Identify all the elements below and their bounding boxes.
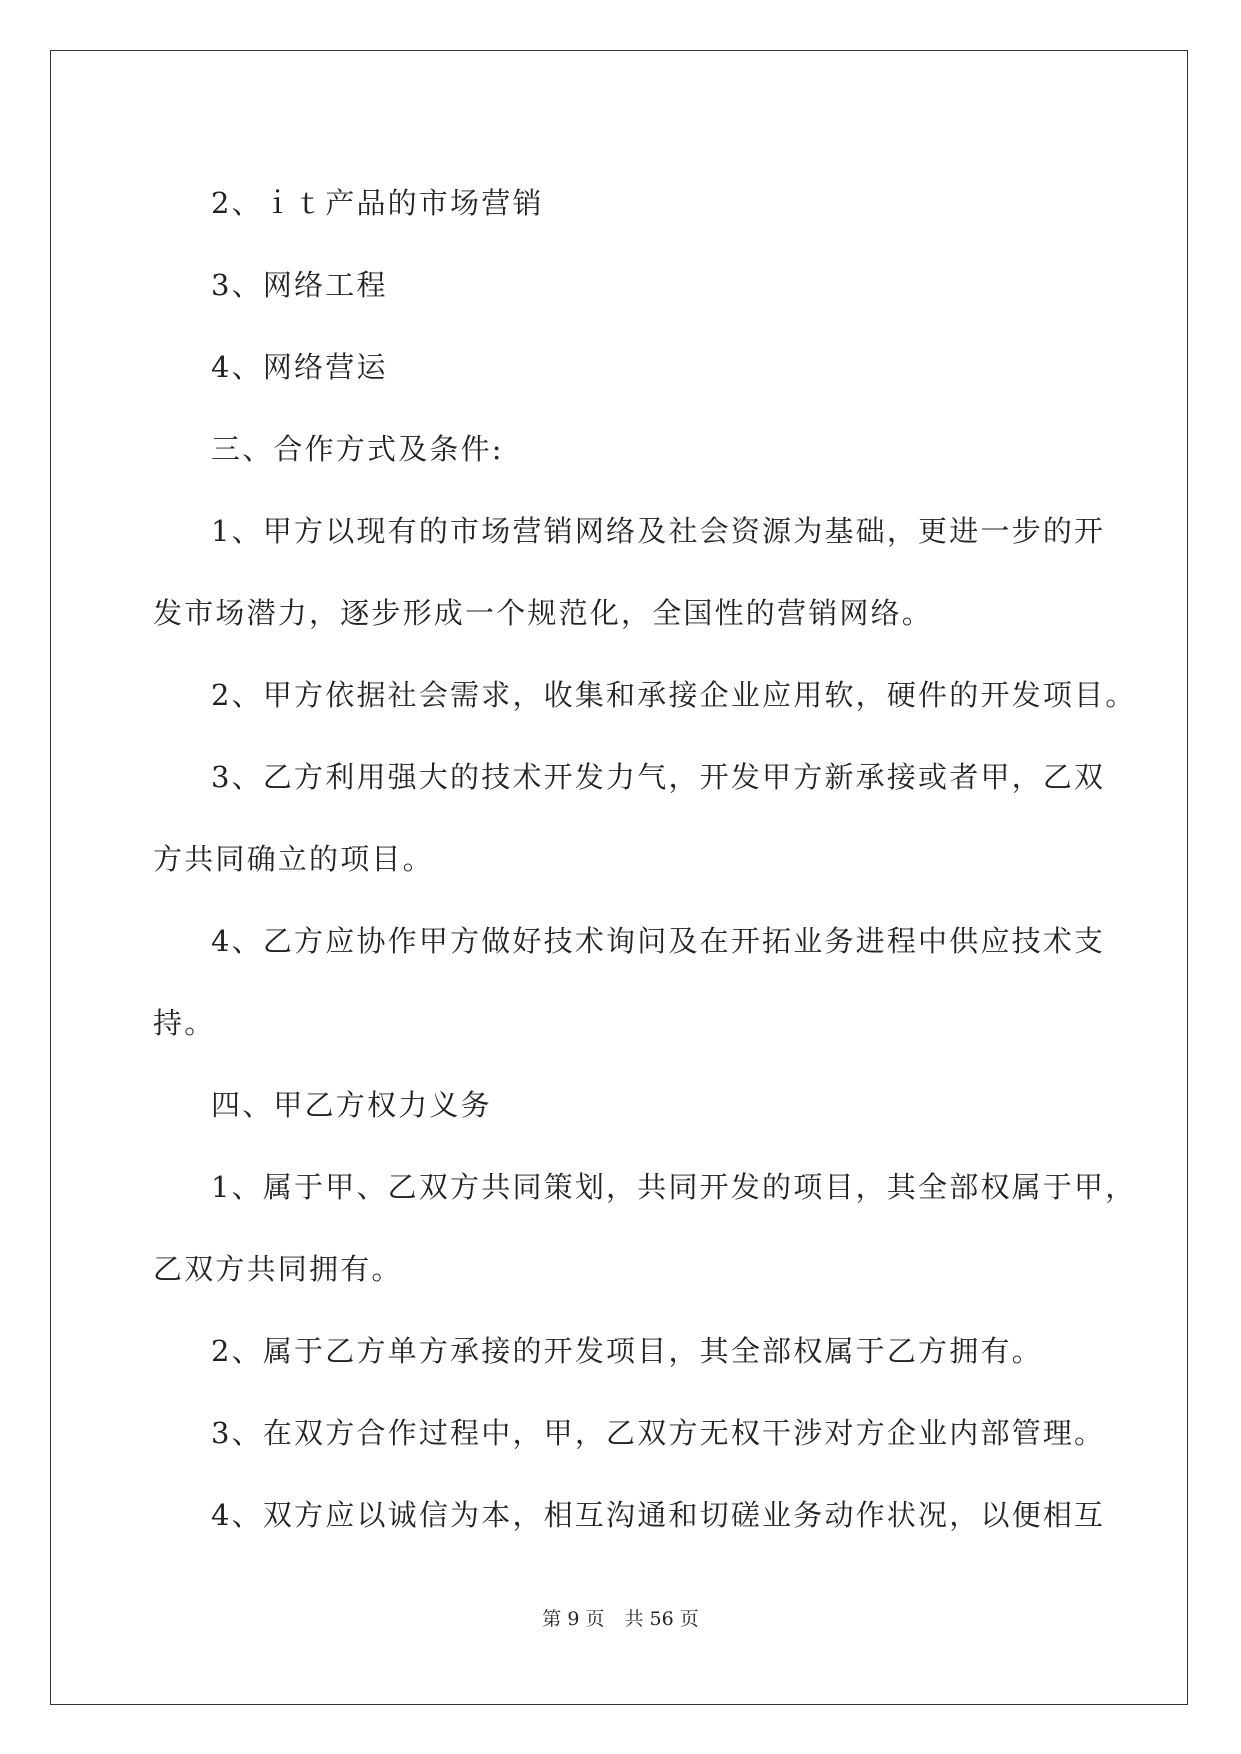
text-line: 1、属于甲、乙双方共同策划，共同开发的项目，其全部权属于甲， (211, 1170, 1137, 1204)
page-total: 共 56 页 (624, 1608, 699, 1630)
text-line: 4、网络营运 (211, 350, 388, 384)
text-line: 3、在双方合作过程中，甲，乙双方无权干涉对方企业内部管理。 (211, 1416, 1106, 1450)
section-heading: 四、甲乙方权力义务 (211, 1088, 492, 1122)
document-body (153, 162, 1137, 1556)
text-line: 1、甲方以现有的市场营销网络及社会资源为基础，更进一步的开 (211, 514, 1106, 548)
text-line: 发市场潜力，逐步形成一个规范化，全国性的营销网络。 (153, 596, 934, 630)
section-heading: 三、合作方式及条件: (211, 432, 504, 466)
text-line: 2、属于乙方单方承接的开发项目，其全部权属于乙方拥有。 (211, 1334, 1043, 1368)
page-number: 第 9 页 (542, 1608, 605, 1630)
text-line: 乙双方共同拥有。 (153, 1252, 403, 1286)
text-line: 2、ｉｔ产品的市场营销 (211, 186, 544, 220)
text-line: 方共同确立的项目。 (153, 842, 434, 876)
text-line: 3、乙方利用强大的技术开发力气，开发甲方新承接或者甲，乙双 (211, 760, 1106, 794)
text-line: 4、乙方应协作甲方做好技术询问及在开拓业务进程中供应技术支 (211, 924, 1106, 958)
text-line: 持。 (153, 1006, 216, 1040)
text-line: 4、双方应以诚信为本，相互沟通和切磋业务动作状况，以便相互 (211, 1498, 1106, 1532)
text-line: 3、网络工程 (211, 268, 388, 302)
page-footer (0, 1604, 1241, 1631)
text-line: 2、甲方依据社会需求，收集和承接企业应用软，硬件的开发项目。 (211, 678, 1137, 712)
